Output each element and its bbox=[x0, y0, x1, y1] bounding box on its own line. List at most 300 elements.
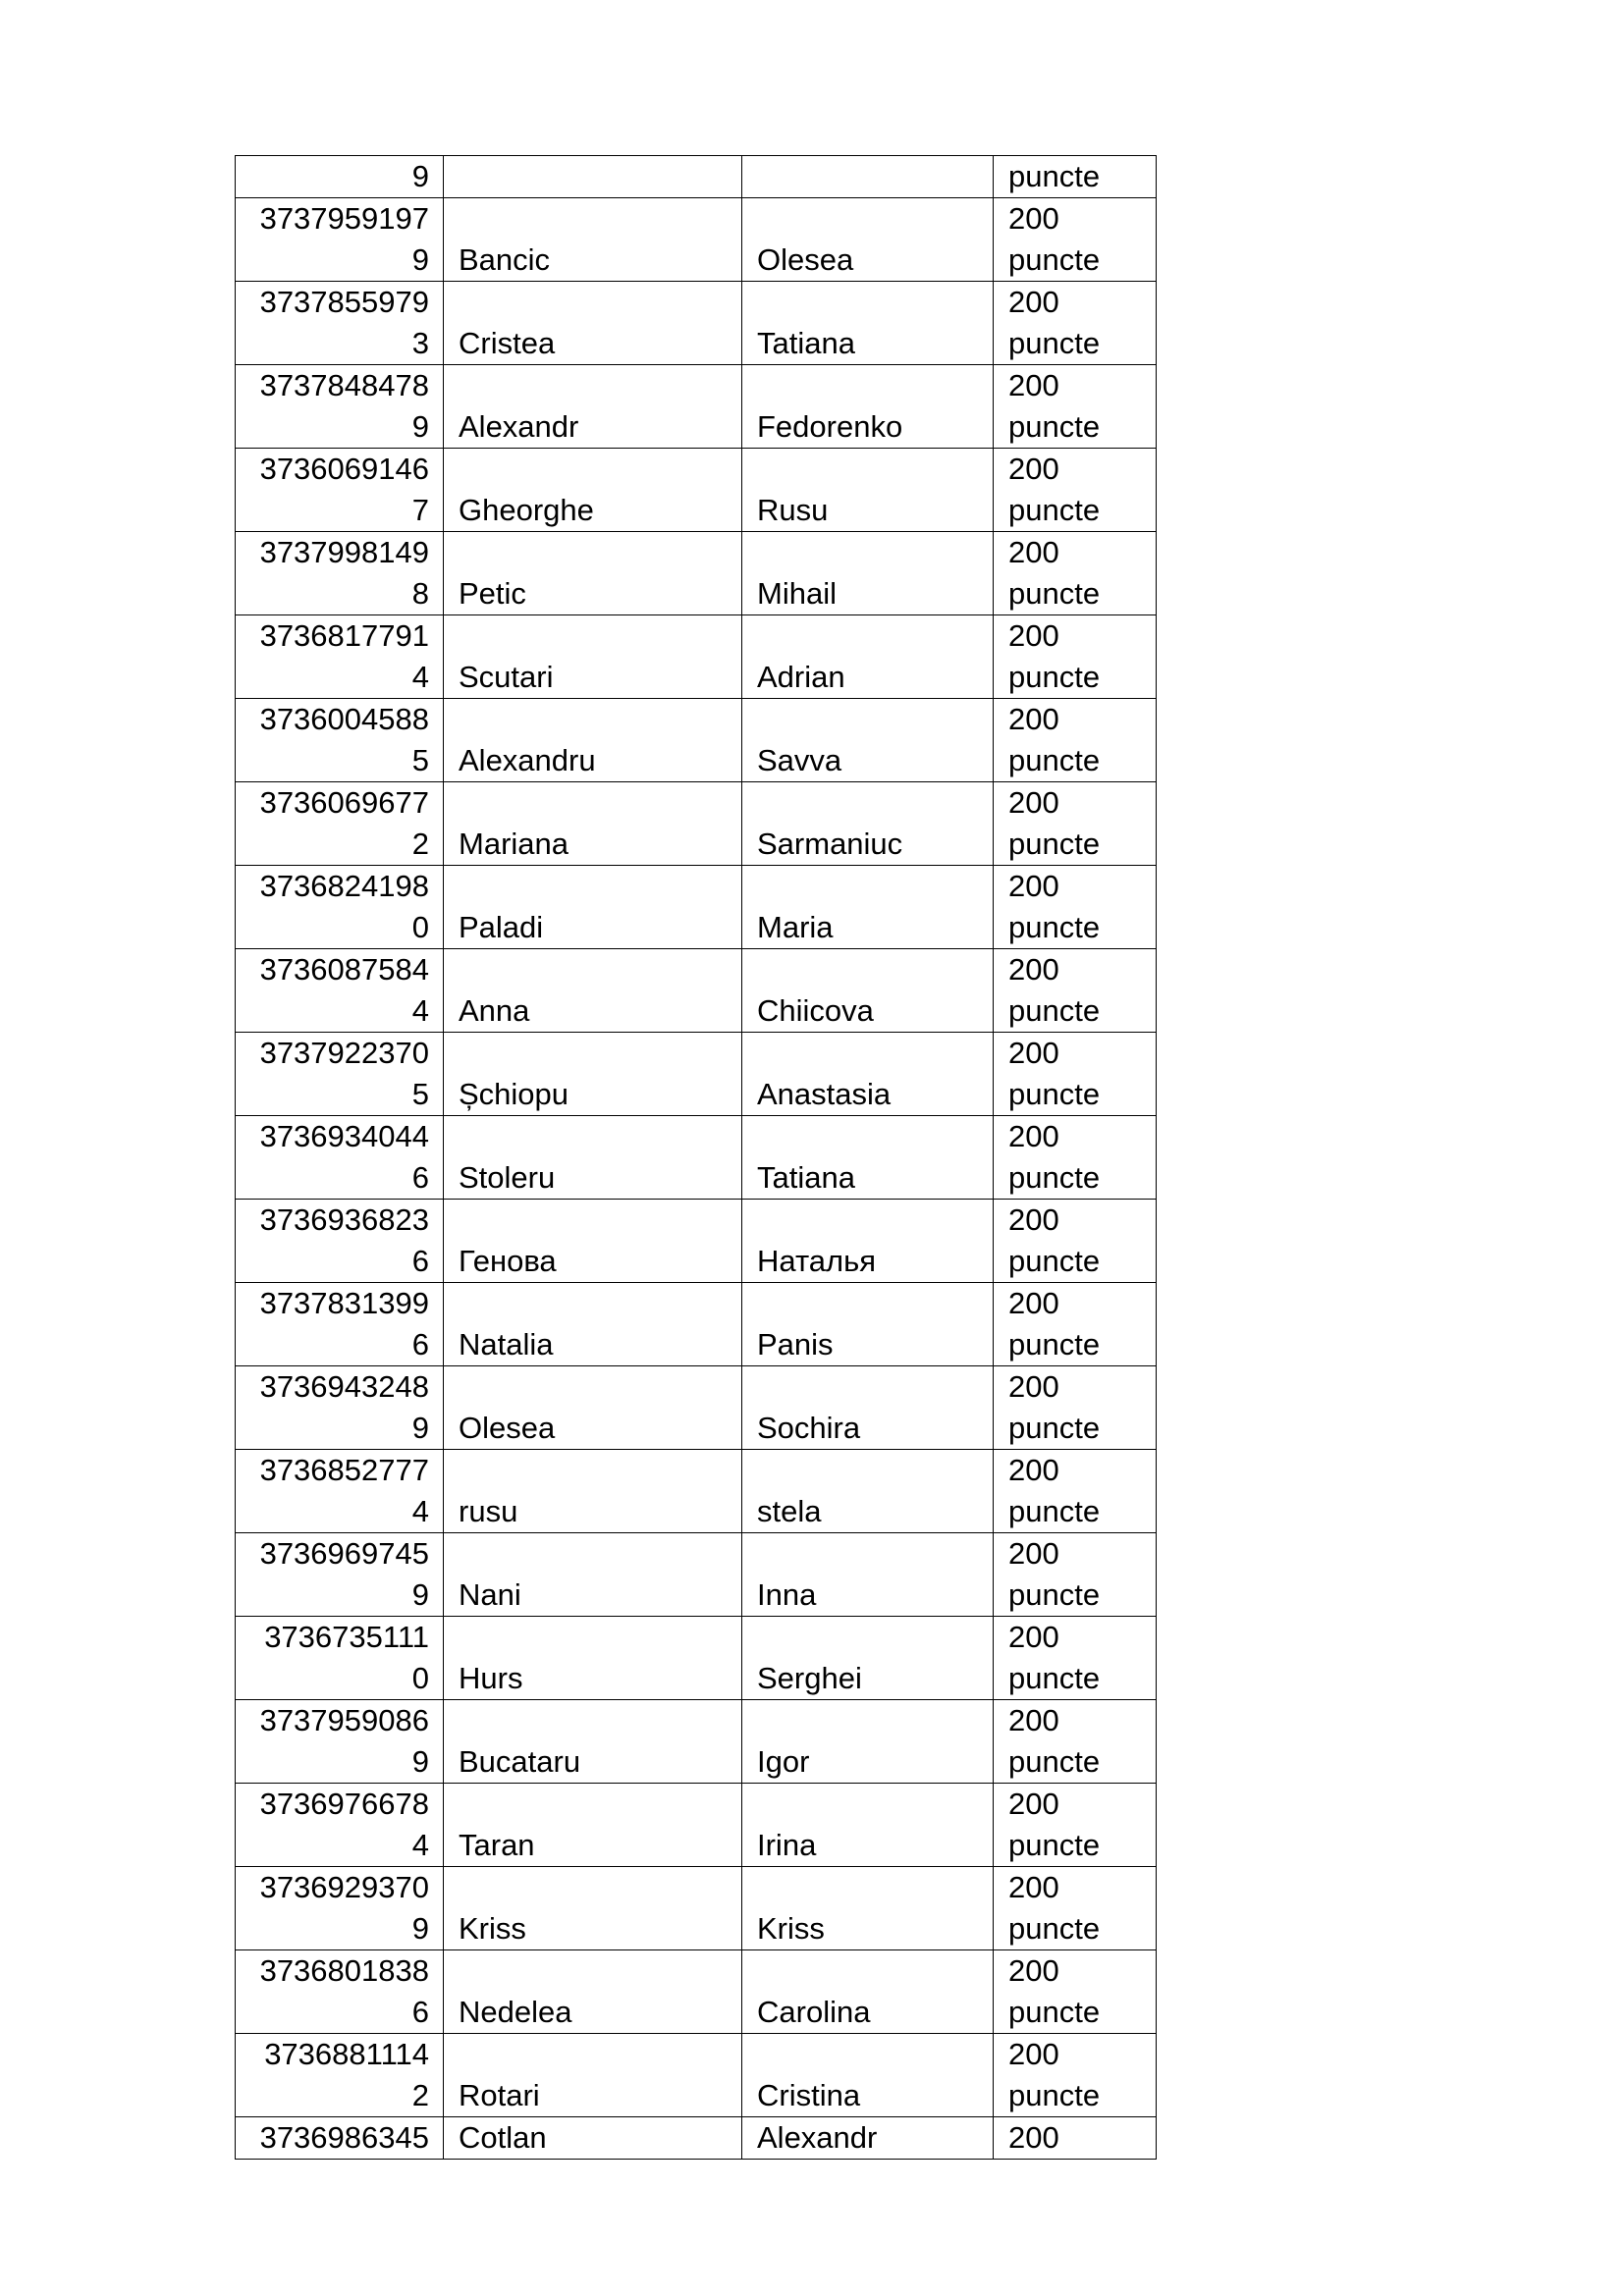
first-name-cell bbox=[742, 2034, 994, 2117]
points-cell-line-2: puncte bbox=[1008, 409, 1101, 444]
cell-spacer bbox=[444, 1784, 741, 1825]
points-cell bbox=[994, 156, 1157, 198]
table-row bbox=[236, 1366, 1157, 1450]
phone-cell-line-1: 3737831399 bbox=[259, 1286, 429, 1320]
points-cell bbox=[994, 1867, 1157, 1950]
cell-spacer bbox=[444, 532, 741, 573]
points-cell-line-1: 200 bbox=[1008, 285, 1059, 319]
cell-spacer bbox=[444, 1283, 741, 1324]
phone-cell bbox=[236, 1950, 444, 2034]
phone-cell-line-2: 9 bbox=[411, 409, 429, 444]
points-cell-line-1: 200 bbox=[1008, 1536, 1059, 1571]
first-name-cell bbox=[742, 2117, 994, 2160]
cell-spacer bbox=[742, 699, 993, 740]
table-body bbox=[236, 156, 1157, 2160]
last-name-cell-text: Paladi bbox=[459, 910, 544, 944]
last-name-cell-text: Mariana bbox=[459, 827, 568, 861]
last-name-cell bbox=[444, 699, 742, 782]
last-name-cell bbox=[444, 1200, 742, 1283]
table-row bbox=[236, 782, 1157, 866]
first-name-cell bbox=[742, 1617, 994, 1700]
first-name-cell-text: Cristina bbox=[757, 2078, 861, 2112]
phone-cell-line-2: 4 bbox=[411, 993, 429, 1028]
points-cell-line-1: 200 bbox=[1008, 869, 1059, 903]
points-cell-line-2: puncte bbox=[1008, 326, 1101, 360]
phone-cell bbox=[236, 2034, 444, 2117]
table-row bbox=[236, 699, 1157, 782]
points-cell-line-2: puncte bbox=[1008, 827, 1101, 861]
table-row bbox=[236, 365, 1157, 449]
first-name-cell-text: Sochira bbox=[757, 1411, 861, 1445]
points-cell-line-1: 200 bbox=[1008, 452, 1059, 486]
last-name-cell-text: Kriss bbox=[459, 1911, 526, 1946]
points-cell bbox=[994, 198, 1157, 282]
phone-cell-line-1: 3736969745 bbox=[259, 1536, 429, 1571]
last-name-cell-text: Anna bbox=[459, 993, 530, 1028]
phone-cell-line-2: 9 bbox=[411, 159, 429, 193]
points-cell-line-2: puncte bbox=[1008, 242, 1101, 277]
cell-spacer bbox=[742, 1450, 993, 1491]
last-name-cell bbox=[444, 1700, 742, 1784]
phone-cell bbox=[236, 282, 444, 365]
phone-cell-line-1: 3737848478 bbox=[259, 368, 429, 402]
points-cell-line-2: puncte bbox=[1008, 1244, 1101, 1278]
points-cell-line-1: 200 bbox=[1008, 1119, 1059, 1153]
phone-cell bbox=[236, 1033, 444, 1116]
phone-cell-line-1: 3736943248 bbox=[259, 1369, 429, 1404]
phone-cell-line-1: 3736069677 bbox=[259, 785, 429, 820]
table-row bbox=[236, 1533, 1157, 1617]
cell-spacer bbox=[444, 1700, 741, 1741]
last-name-cell-text: Natalia bbox=[459, 1327, 554, 1362]
participants-table bbox=[235, 155, 1157, 2160]
phone-cell bbox=[236, 1366, 444, 1450]
cell-spacer bbox=[742, 1950, 993, 1992]
phone-cell-line-1: 3736824198 bbox=[259, 869, 429, 903]
phone-cell-line-2: 6 bbox=[411, 1244, 429, 1278]
phone-cell bbox=[236, 1116, 444, 1200]
phone-cell-line-1: 3736852777 bbox=[259, 1453, 429, 1487]
cell-spacer bbox=[444, 1533, 741, 1575]
points-cell bbox=[994, 1533, 1157, 1617]
first-name-cell-text: Mihail bbox=[757, 576, 837, 611]
points-cell bbox=[994, 1617, 1157, 1700]
cell-spacer bbox=[444, 949, 741, 990]
last-name-cell-text: Olesea bbox=[459, 1411, 556, 1445]
phone-cell-line-2: 5 bbox=[411, 743, 429, 777]
first-name-cell bbox=[742, 1867, 994, 1950]
cell-spacer bbox=[444, 866, 741, 907]
phone-cell bbox=[236, 1450, 444, 1533]
table-row bbox=[236, 1950, 1157, 2034]
phone-cell-line-1: 3737922370 bbox=[259, 1036, 429, 1070]
points-cell bbox=[994, 1200, 1157, 1283]
phone-cell bbox=[236, 1700, 444, 1784]
cell-spacer bbox=[742, 449, 993, 490]
last-name-cell bbox=[444, 2034, 742, 2117]
cell-spacer bbox=[742, 782, 993, 824]
first-name-cell bbox=[742, 1700, 994, 1784]
points-cell-line-2: puncte bbox=[1008, 1577, 1101, 1612]
points-cell-line-1: 200 bbox=[1008, 1953, 1059, 1988]
points-cell-line-1: 200 bbox=[1008, 618, 1059, 653]
points-cell bbox=[994, 282, 1157, 365]
phone-cell-line-2: 0 bbox=[411, 910, 429, 944]
points-cell-line-2: puncte bbox=[1008, 910, 1101, 944]
phone-cell-line-2: 9 bbox=[411, 1744, 429, 1779]
first-name-cell bbox=[742, 198, 994, 282]
points-cell-line-2: puncte bbox=[1008, 576, 1101, 611]
first-name-cell bbox=[742, 156, 994, 198]
points-cell bbox=[994, 532, 1157, 615]
first-name-cell bbox=[742, 1200, 994, 1283]
last-name-cell-text: Hurs bbox=[459, 1661, 523, 1695]
phone-cell-line-1: 3736936823 bbox=[259, 1202, 429, 1237]
phone-cell bbox=[236, 1784, 444, 1867]
phone-cell-line-2: 2 bbox=[411, 2078, 429, 2112]
first-name-cell-text: Sarmaniuc bbox=[757, 827, 903, 861]
phone-cell-line-2: 7 bbox=[411, 493, 429, 527]
phone-cell-line-2: 4 bbox=[411, 1828, 429, 1862]
cell-spacer bbox=[742, 1784, 993, 1825]
cell-spacer bbox=[742, 1283, 993, 1324]
table-row bbox=[236, 1450, 1157, 1533]
cell-spacer bbox=[444, 2034, 741, 2075]
points-cell bbox=[994, 2117, 1157, 2160]
last-name-cell bbox=[444, 615, 742, 699]
phone-cell-line-1: 3736004588 bbox=[259, 702, 429, 736]
first-name-cell bbox=[742, 866, 994, 949]
points-cell-line-2: puncte bbox=[1008, 1327, 1101, 1362]
phone-cell bbox=[236, 699, 444, 782]
points-cell-line-1: 200 bbox=[1008, 201, 1059, 236]
last-name-cell-text: Bancic bbox=[459, 242, 551, 277]
points-cell bbox=[994, 1784, 1157, 1867]
first-name-cell bbox=[742, 449, 994, 532]
points-cell bbox=[994, 1116, 1157, 1200]
points-cell-line-2: puncte bbox=[1008, 2078, 1101, 2112]
table-row bbox=[236, 1700, 1157, 1784]
first-name-cell-text bbox=[742, 156, 993, 197]
points-cell-line-1: 200 bbox=[1008, 1870, 1059, 1904]
first-name-cell-text: Serghei bbox=[757, 1661, 862, 1695]
last-name-cell bbox=[444, 365, 742, 449]
cell-spacer bbox=[742, 532, 993, 573]
last-name-cell-text: rusu bbox=[459, 1494, 518, 1528]
table-row bbox=[236, 1283, 1157, 1366]
points-cell-line-1: 200 bbox=[1008, 2037, 1059, 2071]
last-name-cell-text: Scutari bbox=[459, 660, 554, 694]
points-cell bbox=[994, 1283, 1157, 1366]
phone-cell bbox=[236, 198, 444, 282]
table-row bbox=[236, 1784, 1157, 1867]
last-name-cell bbox=[444, 1450, 742, 1533]
last-name-cell bbox=[444, 866, 742, 949]
phone-cell-line-1: 3737959086 bbox=[259, 1703, 429, 1737]
cell-spacer bbox=[742, 1533, 993, 1575]
first-name-cell-text: Fedorenko bbox=[757, 409, 903, 444]
first-name-cell bbox=[742, 1784, 994, 1867]
cell-spacer bbox=[444, 782, 741, 824]
first-name-cell bbox=[742, 282, 994, 365]
points-cell-line-1: 200 bbox=[1008, 785, 1059, 820]
points-cell-line-2: puncte bbox=[1008, 1995, 1101, 2029]
cell-spacer bbox=[444, 615, 741, 657]
phone-cell-line-1: 3736087584 bbox=[259, 952, 429, 987]
points-cell-line-2: puncte bbox=[1008, 1828, 1101, 1862]
table-row bbox=[236, 2117, 1157, 2160]
points-cell-line-2: puncte bbox=[1008, 660, 1101, 694]
phone-cell-line-1: 3736976678 bbox=[259, 1787, 429, 1821]
cell-spacer bbox=[742, 866, 993, 907]
cell-spacer bbox=[444, 1617, 741, 1658]
points-cell-line-1: 200 bbox=[1008, 1202, 1059, 1237]
points-cell-line-1: 200 bbox=[1008, 535, 1059, 569]
last-name-cell bbox=[444, 1033, 742, 1116]
first-name-cell bbox=[742, 1533, 994, 1617]
phone-cell-line-1: 3736934044 bbox=[259, 1119, 429, 1153]
first-name-cell bbox=[742, 1950, 994, 2034]
phone-cell-line-2: 4 bbox=[411, 660, 429, 694]
first-name-cell-text: Kriss bbox=[757, 1911, 825, 1946]
last-name-cell bbox=[444, 949, 742, 1033]
first-name-cell-text: Savva bbox=[757, 743, 842, 777]
last-name-cell bbox=[444, 2117, 742, 2160]
points-cell-line-1: 200 bbox=[1008, 1787, 1059, 1821]
cell-spacer bbox=[444, 1450, 741, 1491]
cell-spacer bbox=[742, 282, 993, 323]
phone-cell-line-2: 6 bbox=[411, 1160, 429, 1195]
points-cell-line-2: puncte bbox=[1008, 159, 1101, 193]
first-name-cell bbox=[742, 699, 994, 782]
points-cell bbox=[994, 1450, 1157, 1533]
last-name-cell bbox=[444, 449, 742, 532]
table-row bbox=[236, 866, 1157, 949]
table-row bbox=[236, 1033, 1157, 1116]
points-cell bbox=[994, 449, 1157, 532]
table-row bbox=[236, 198, 1157, 282]
table-row bbox=[236, 615, 1157, 699]
first-name-cell bbox=[742, 1283, 994, 1366]
phone-cell bbox=[236, 782, 444, 866]
points-cell-line-1: 200 bbox=[1008, 1703, 1059, 1737]
cell-spacer bbox=[742, 1366, 993, 1408]
points-cell-line-1: 200 bbox=[1008, 1286, 1059, 1320]
cell-spacer bbox=[742, 1116, 993, 1157]
first-name-cell-text: Adrian bbox=[757, 660, 845, 694]
first-name-cell bbox=[742, 365, 994, 449]
cell-spacer bbox=[742, 2034, 993, 2075]
last-name-cell-text: Nani bbox=[459, 1577, 521, 1612]
last-name-cell-text: Șchiopu bbox=[459, 1077, 569, 1111]
last-name-cell-text: Bucataru bbox=[459, 1744, 581, 1779]
points-cell-line-1: 200 bbox=[1008, 702, 1059, 736]
last-name-cell bbox=[444, 156, 742, 198]
table-row bbox=[236, 449, 1157, 532]
table-row bbox=[236, 2034, 1157, 2117]
phone-cell-line-1: 3737959197 bbox=[259, 201, 429, 236]
last-name-cell-text: Генова bbox=[459, 1244, 557, 1278]
cell-spacer bbox=[742, 1867, 993, 1908]
points-cell bbox=[994, 699, 1157, 782]
last-name-cell bbox=[444, 532, 742, 615]
cell-spacer bbox=[444, 1366, 741, 1408]
points-cell-line-1: 200 bbox=[1008, 1036, 1059, 1070]
points-cell bbox=[994, 1366, 1157, 1450]
last-name-cell-text bbox=[444, 156, 741, 197]
points-cell bbox=[994, 949, 1157, 1033]
table-row bbox=[236, 1200, 1157, 1283]
points-cell bbox=[994, 615, 1157, 699]
table-row bbox=[236, 949, 1157, 1033]
last-name-cell-text: Gheorghe bbox=[459, 493, 594, 527]
last-name-cell bbox=[444, 1867, 742, 1950]
first-name-cell-text: Carolina bbox=[757, 1995, 871, 2029]
table-row bbox=[236, 1617, 1157, 1700]
points-cell-line-2: puncte bbox=[1008, 1494, 1101, 1528]
table-row bbox=[236, 1867, 1157, 1950]
points-cell bbox=[994, 782, 1157, 866]
points-cell-line-2: puncte bbox=[1008, 993, 1101, 1028]
cell-spacer bbox=[742, 1033, 993, 1074]
first-name-cell bbox=[742, 782, 994, 866]
points-cell bbox=[994, 1033, 1157, 1116]
phone-cell-line-2: 9 bbox=[411, 1411, 429, 1445]
last-name-cell bbox=[444, 782, 742, 866]
first-name-cell-text: Rusu bbox=[757, 493, 829, 527]
points-cell-line-1: 200 bbox=[1008, 1369, 1059, 1404]
last-name-cell-text: Cristea bbox=[459, 326, 556, 360]
cell-spacer bbox=[444, 1950, 741, 1992]
last-name-cell bbox=[444, 1116, 742, 1200]
points-cell-line-1: 200 bbox=[1008, 1453, 1059, 1487]
cell-spacer bbox=[444, 198, 741, 240]
phone-cell-line-2: 2 bbox=[411, 827, 429, 861]
table-row bbox=[236, 532, 1157, 615]
cell-spacer bbox=[444, 449, 741, 490]
first-name-cell-text: Anastasia bbox=[757, 1077, 892, 1111]
table-row bbox=[236, 1116, 1157, 1200]
phone-cell bbox=[236, 449, 444, 532]
last-name-cell-text: Nedelea bbox=[459, 1995, 572, 2029]
phone-cell bbox=[236, 1533, 444, 1617]
last-name-cell bbox=[444, 1784, 742, 1867]
phone-cell-line-1: 3736817791 bbox=[259, 618, 429, 653]
phone-cell-line-1: 3737855979 bbox=[259, 285, 429, 319]
cell-spacer bbox=[742, 1200, 993, 1241]
cell-spacer bbox=[444, 365, 741, 406]
first-name-cell-text: Наталья bbox=[757, 1244, 877, 1278]
last-name-cell-text: Alexandru bbox=[459, 743, 596, 777]
first-name-cell-text: Maria bbox=[757, 910, 834, 944]
first-name-cell-text: Igor bbox=[757, 1744, 810, 1779]
phone-cell bbox=[236, 949, 444, 1033]
last-name-cell bbox=[444, 1283, 742, 1366]
first-name-cell-text: Alexandr bbox=[757, 2120, 878, 2155]
phone-cell-line-1: 3736986345 bbox=[259, 2120, 429, 2155]
cell-spacer bbox=[742, 615, 993, 657]
phone-cell-line-2: 0 bbox=[411, 1661, 429, 1695]
last-name-cell bbox=[444, 198, 742, 282]
points-cell-line-2: puncte bbox=[1008, 1911, 1101, 1946]
last-name-cell-text: Petic bbox=[459, 576, 526, 611]
first-name-cell bbox=[742, 1450, 994, 1533]
cell-spacer bbox=[444, 699, 741, 740]
points-cell-line-2: puncte bbox=[1008, 1077, 1101, 1111]
points-cell bbox=[994, 2034, 1157, 2117]
phone-cell-line-1: 3736735111 bbox=[264, 1620, 429, 1654]
first-name-cell-text: Olesea bbox=[757, 242, 854, 277]
first-name-cell-text: Panis bbox=[757, 1327, 834, 1362]
table-row bbox=[236, 282, 1157, 365]
cell-spacer bbox=[742, 949, 993, 990]
phone-cell-line-1: 3736881114 bbox=[264, 2037, 429, 2071]
cell-spacer bbox=[742, 1700, 993, 1741]
points-cell-line-1: 200 bbox=[1008, 2120, 1059, 2155]
phone-cell bbox=[236, 1617, 444, 1700]
phone-cell bbox=[236, 532, 444, 615]
phone-cell-line-1: 3737998149 bbox=[259, 535, 429, 569]
last-name-cell bbox=[444, 1533, 742, 1617]
points-cell-line-1: 200 bbox=[1008, 368, 1059, 402]
first-name-cell-text: Irina bbox=[757, 1828, 817, 1862]
points-cell bbox=[994, 365, 1157, 449]
points-cell bbox=[994, 1950, 1157, 2034]
cell-spacer bbox=[444, 1116, 741, 1157]
phone-cell-line-2: 6 bbox=[411, 1327, 429, 1362]
points-cell-line-2: puncte bbox=[1008, 1744, 1101, 1779]
points-cell bbox=[994, 1700, 1157, 1784]
phone-cell-line-1: 3736929370 bbox=[259, 1870, 429, 1904]
points-cell-line-2: puncte bbox=[1008, 1661, 1101, 1695]
last-name-cell-text: Rotari bbox=[459, 2078, 540, 2112]
phone-cell-line-2: 9 bbox=[411, 242, 429, 277]
last-name-cell bbox=[444, 1950, 742, 2034]
points-cell-line-1: 200 bbox=[1008, 952, 1059, 987]
first-name-cell bbox=[742, 532, 994, 615]
phone-cell bbox=[236, 1283, 444, 1366]
cell-spacer bbox=[444, 1200, 741, 1241]
first-name-cell bbox=[742, 1033, 994, 1116]
table-row bbox=[236, 156, 1157, 198]
phone-cell-line-1: 3736069146 bbox=[259, 452, 429, 486]
first-name-cell-text: Tatiana bbox=[757, 1160, 855, 1195]
last-name-cell-text: Stoleru bbox=[459, 1160, 556, 1195]
cell-spacer bbox=[742, 198, 993, 240]
first-name-cell-text: Chiicova bbox=[757, 993, 874, 1028]
last-name-cell bbox=[444, 1366, 742, 1450]
points-cell-line-2: puncte bbox=[1008, 1160, 1101, 1195]
last-name-cell-text: Alexandr bbox=[459, 409, 579, 444]
first-name-cell bbox=[742, 949, 994, 1033]
last-name-cell-text: Taran bbox=[459, 1828, 535, 1862]
phone-cell-line-1: 3736801838 bbox=[259, 1953, 429, 1988]
points-cell-line-1: 200 bbox=[1008, 1620, 1059, 1654]
first-name-cell-text: Inna bbox=[757, 1577, 817, 1612]
cell-spacer bbox=[444, 1867, 741, 1908]
phone-cell-line-2: 4 bbox=[411, 1494, 429, 1528]
phone-cell bbox=[236, 2117, 444, 2160]
first-name-cell-text: Tatiana bbox=[757, 326, 855, 360]
first-name-cell bbox=[742, 1366, 994, 1450]
phone-cell-line-2: 5 bbox=[411, 1077, 429, 1111]
phone-cell-line-2: 6 bbox=[411, 1995, 429, 2029]
points-cell-line-2: puncte bbox=[1008, 743, 1101, 777]
phone-cell bbox=[236, 156, 444, 198]
phone-cell bbox=[236, 1200, 444, 1283]
phone-cell-line-2: 3 bbox=[411, 326, 429, 360]
phone-cell bbox=[236, 615, 444, 699]
